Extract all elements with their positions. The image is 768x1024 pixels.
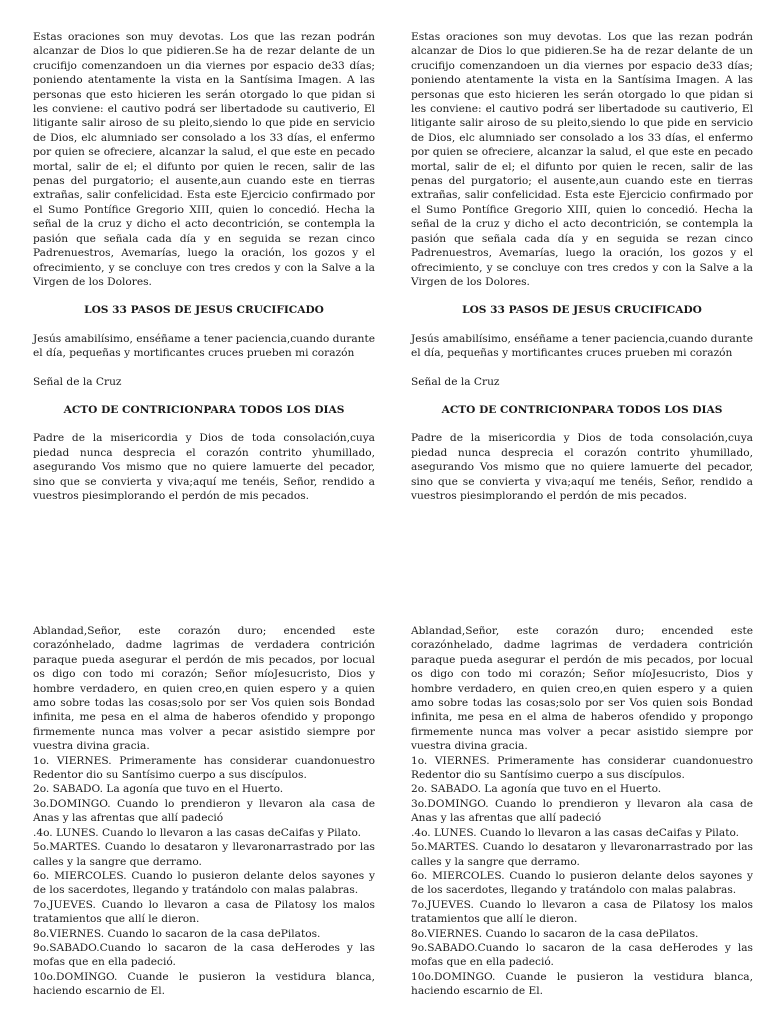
paso-item: 7o.JUEVES. Cuando lo llevaron a casa de Pilatosy los malos tratamientos que allí le dieron. <box>411 898 753 926</box>
paso-item: 9o.SABADO.Cuando lo sacaron de la casa deHerodes y las mofas que en ella padeció. <box>33 941 375 969</box>
paso-item: 6o. MIERCOLES. Cuando lo pusieron delante delos sayones y de los sacerdotes, llegando y tratándolo con malas palabras. <box>33 869 375 897</box>
paso-item: 10o.DOMINGO. Cuande le pusieron la vestidura blanca, haciendo escarnio de El. <box>33 970 375 998</box>
paso-item: 9o.SABADO.Cuando lo sacaron de la casa deHerodes y las mofas que en ella padeció. <box>411 941 753 969</box>
left-column-bottom <box>33 624 375 999</box>
ablandad-prayer: Ablandad,Señor, este corazón duro; encended este corazónhelado, dadme lagrimas de verdadera contrición paraque pueda asegurar el perdón de mis pecados, por locual os digo con todo mi corazón; Señor míoJesucristo, Dios y hombre verdadero, en quien creo,en quien espero y a quien amo sobre todas las cosas;solo por ser Vos quien sois Bondad infinita, me pesa en el alma de haberos ofendido y propongo firmemente nunca mas volver a pecar asistido siempre por vuestra divina gracia. <box>33 625 375 753</box>
senal-cruz: Señal de la Cruz <box>33 375 122 388</box>
heading-33-pasos: LOS 33 PASOS DE JESUS CRUCIFICADO <box>462 304 702 317</box>
paso-item: 5o.MARTES. Cuando lo desataron y llevaronarrastrado por las calles y la sangre que derramo. <box>411 841 753 868</box>
paso-item: 6o. MIERCOLES. Cuando lo pusieron delante delos sayones y de los sacerdotes, llegando y tratándolo con malas palabras. <box>411 869 753 897</box>
paso-item: 2o. SABADO. La agonía que tuvo en el Huerto. <box>411 783 662 796</box>
paso-item: .4o. LUNES. Cuando lo llevaron a las casas deCaifas y Pilato. <box>33 826 362 839</box>
jesus-prayer: Jesús amabilísimo, enséñame a tener paciencia,cuando durante el día, pequeñas y mortificantes cruces prueben mi corazón <box>411 332 753 360</box>
heading-acto-contricion: ACTO DE CONTRICIONPARA TODOS LOS DIAS <box>63 403 345 416</box>
heading-33-pasos: LOS 33 PASOS DE JESUS CRUCIFICADO <box>84 304 324 317</box>
right-column-bottom <box>411 624 753 999</box>
paso-item: 10o.DOMINGO. Cuande le pusieron la vestidura blanca, haciendo escarnio de El. <box>411 970 753 998</box>
paso-item: 3o.DOMINGO. Cuando lo prendieron y llevaron ala casa de Anas y las afrentas que allí padeció <box>33 797 375 825</box>
paso-item: 2o. SABADO. La agonía que tuvo en el Huerto. <box>33 783 284 796</box>
senal-cruz: Señal de la Cruz <box>411 375 500 388</box>
paso-item: 7o.JUEVES. Cuando lo llevaron a casa de Pilatosy los malos tratamientos que allí le dieron. <box>33 898 375 926</box>
padre-prayer: Padre de la misericordia y Dios de toda consolación,cuya piedad nunca desprecia el corazón contrito yhumillado, asegurando Vos mismo que no quiere lamuerte del pecador, sino que se convierta y viva;aquí me tenéis, Señor, rendido a vuestros piesimplorando el perdón de mis pecados. <box>411 432 753 502</box>
paso-item: 8o.VIERNES. Cuando lo sacaron de la casa dePilatos. <box>411 927 699 940</box>
intro-paragraph: Estas oraciones son muy devotas. Los que las rezan podrán alcanzar de Dios lo que pidieren.Se ha de rezar delante de un crucifijo comenzandoen un dia viernes por espacio de33 días; poniendo atentamente la vista en la Santísima Imagen. A las personas que esto hicieren les serán otorgado lo que pidan si les conviene: el cautivo podrá ser libertadode su cautiverio, El litigante salir airoso de su pleito,siendo lo que pide en servicio de Dios, elc alumniado ser consolado a los 33 días, el enfermo por quien se ofreciere, alcanzar la salud, el que este en pecado mortal, salir de el; el difunto por quien le recen, salir de las penas del purgatorio; el ausente,aun cuando este en tierras extrañas, salir confelicidad. Esta este Ejercicio confirmado por el Sumo Pontífice Gregorio XIII, quien lo concedió. Hecha la señal de la cruz y dicho el acto decontrición, se contempla la pasión que señala cada día y en seguida se rezan cinco Padrenuestros, Avemarías, luego la oración, los gozos y el ofrecimiento, y se concluye con tres credos y con la Salve a la Virgen de los Dolores. <box>411 31 753 288</box>
paso-item: 5o.MARTES. Cuando lo desataron y llevaronarrastrado por las calles y la sangre que derramo. <box>33 841 375 868</box>
paso-item: 3o.DOMINGO. Cuando lo prendieron y llevaron ala casa de Anas y las afrentas que allí padeció <box>411 797 753 825</box>
paso-item: 8o.VIERNES. Cuando lo sacaron de la casa dePilatos. <box>33 927 321 940</box>
paso-item: 1o. VIERNES. Primeramente has considerar cuandonuestro Redentor dio su Santísimo cuerpo a sus discípulos. <box>411 754 753 782</box>
left-column-top <box>33 30 375 503</box>
paso-item: 1o. VIERNES. Primeramente has considerar cuandonuestro Redentor dio su Santísimo cuerpo a sus discípulos. <box>33 754 375 782</box>
intro-paragraph: Estas oraciones son muy devotas. Los que las rezan podrán alcanzar de Dios lo que pidieren.Se ha de rezar delante de un crucifijo comenzandoen un dia viernes por espacio de33 días; poniendo atentamente la vista en la Santísima Imagen. A las personas que esto hicieren les serán otorgado lo que pidan si les conviene: el cautivo podrá ser libertadode su cautiverio, El litigante salir airoso de su pleito,siendo lo que pide en servicio de Dios, elc alumniado ser consolado a los 33 días, el enfermo por quien se ofreciere, alcanzar la salud, el que este en pecado mortal, salir de el; el difunto por quien le recen, salir de las penas del purgatorio; el ausente,aun cuando este en tierras extrañas, salir confelicidad. Esta este Ejercicio confirmado por el Sumo Pontífice Gregorio XIII, quien lo concedió. Hecha la señal de la cruz y dicho el acto decontrición, se contempla la pasión que señala cada día y en seguida se rezan cinco Padrenuestros, Avemarías, luego la oración, los gozos y el ofrecimiento, y se concluye con tres credos y con la Salve a la Virgen de los Dolores. <box>33 31 375 288</box>
padre-prayer: Padre de la misericordia y Dios de toda consolación,cuya piedad nunca desprecia el corazón contrito yhumillado, asegurando Vos mismo que no quiere lamuerte del pecador, sino que se convierta y viva;aquí me tenéis, Señor, rendido a vuestros piesimplorando el perdón de mis pecados. <box>33 432 375 502</box>
paso-item: .4o. LUNES. Cuando lo llevaron a las casas deCaifas y Pilato. <box>411 826 740 839</box>
right-column-top <box>411 30 753 503</box>
ablandad-prayer: Ablandad,Señor, este corazón duro; encended este corazónhelado, dadme lagrimas de verdadera contrición paraque pueda asegurar el perdón de mis pecados, por locual os digo con todo mi corazón; Señor míoJesucristo, Dios y hombre verdadero, en quien creo,en quien espero y a quien amo sobre todas las cosas;solo por ser Vos quien sois Bondad infinita, me pesa en el alma de haberos ofendido y propongo firmemente nunca mas volver a pecar asistido siempre por vuestra divina gracia. <box>411 625 753 753</box>
jesus-prayer: Jesús amabilísimo, enséñame a tener paciencia,cuando durante el día, pequeñas y mortificantes cruces prueben mi corazón <box>33 332 375 360</box>
heading-acto-contricion: ACTO DE CONTRICIONPARA TODOS LOS DIAS <box>441 403 723 416</box>
